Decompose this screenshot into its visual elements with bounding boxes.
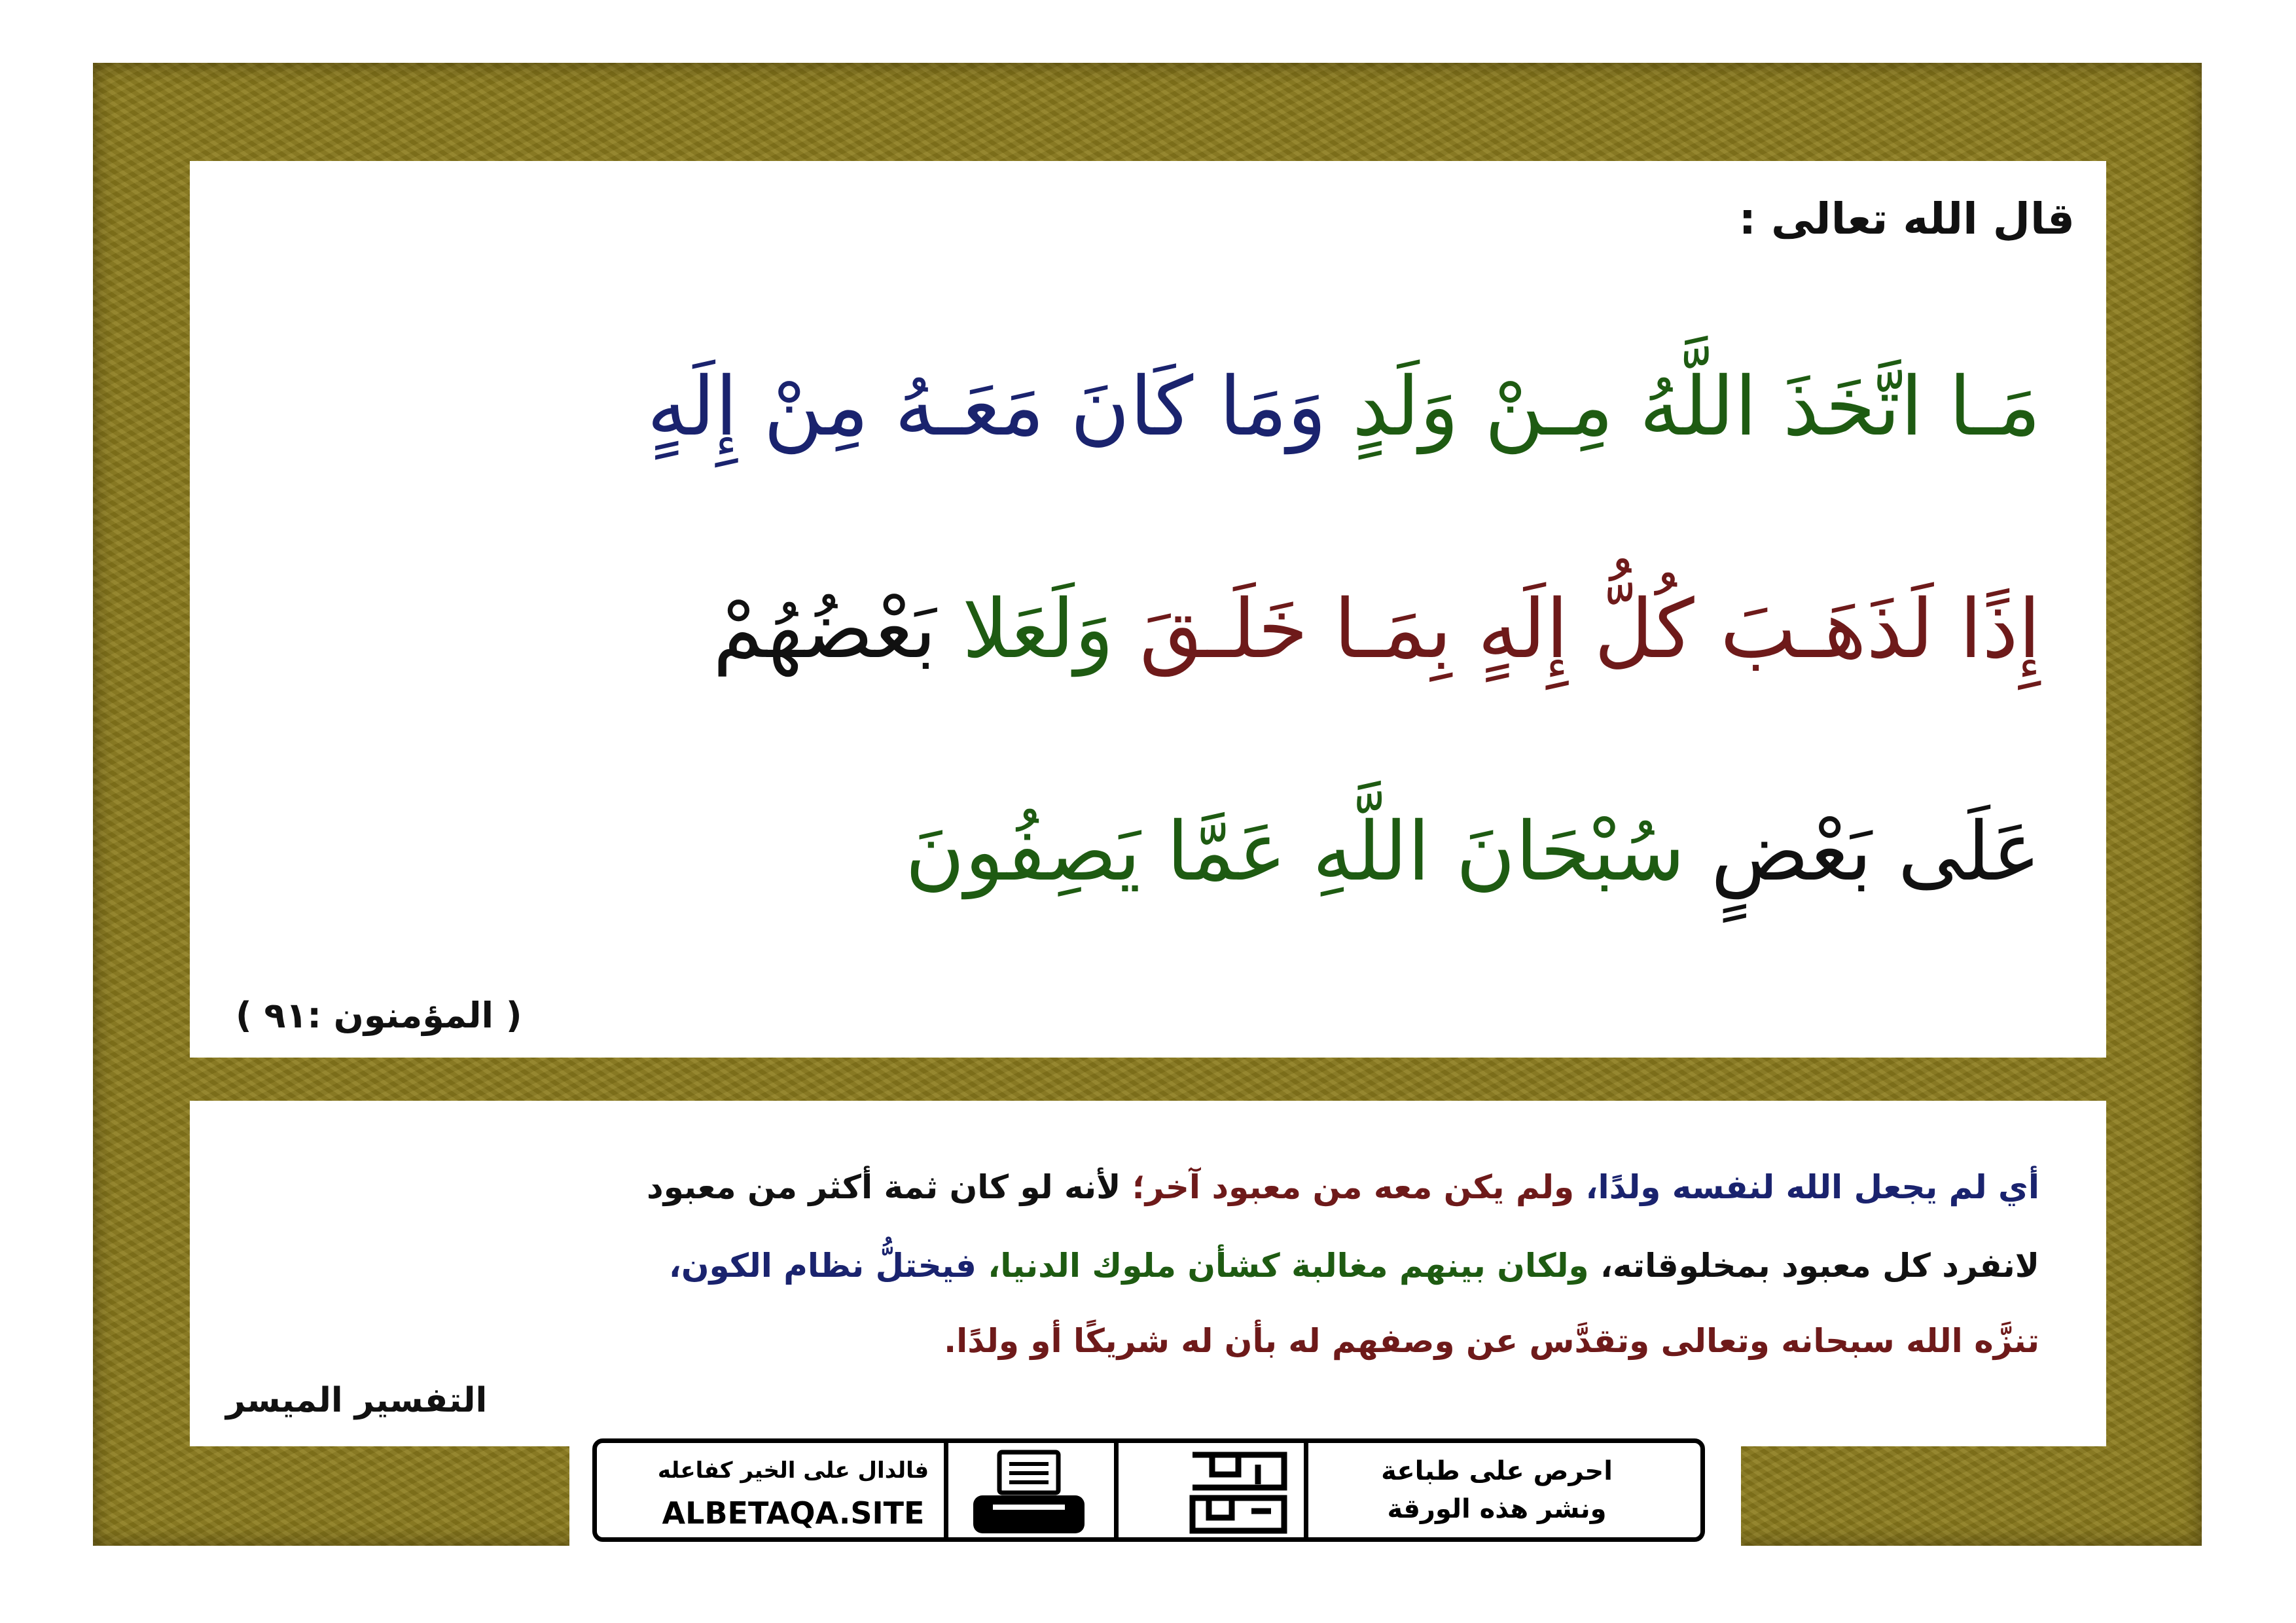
tafsir-source: التفسير الميسر xyxy=(226,1381,488,1420)
footer-banner xyxy=(592,1438,1705,1542)
tafsir-line-1-part-1: أي لم يجعل الله لنفسه ولدًا، xyxy=(1574,1168,2039,1206)
verse-line-2-part-3: بَعْضُهُمْ xyxy=(713,582,963,677)
verse-line-2-part-2: وَلَعَلا xyxy=(962,582,1140,677)
tafsir-line-2-part-3: فيختلُّ نظام الكون، xyxy=(668,1247,977,1285)
tafsir-line-1-part-2: ولم يكن معه من معبود آخر؛ xyxy=(1121,1168,1575,1206)
footer-site: ALBETAQA.SITE xyxy=(662,1495,925,1531)
footer-tagline: فالدال على الخير كفاعله xyxy=(657,1457,929,1484)
print-prompt-line-1: احرص على طباعة xyxy=(1381,1456,1613,1486)
printer-icon xyxy=(963,1448,1094,1537)
verse-line-1 xyxy=(274,360,2041,454)
tafsir-line-1 xyxy=(259,1168,2039,1206)
verse-reference: ( المؤمنون :٩١ ) xyxy=(236,995,522,1036)
verse-line-1-part-1: مَـا اتَّخَذَ اللَّهُ مِـنْ وَلَدٍ xyxy=(1352,360,2041,454)
tafsir-line-2 xyxy=(259,1247,2039,1285)
verse-line-2-part-1: إِذًا لَذَهَـبَ كُلُّ إِلَهٍ بِمَـا خَلَـقَ xyxy=(1139,582,2041,677)
verse-line-2 xyxy=(274,582,2041,677)
verse-line-1-part-2: وَمَا كَانَ مَعَـهُ مِنْ إِلَهٍ xyxy=(647,360,1353,454)
verse-line-3-part-1: عَلَى بَعْضٍ xyxy=(1710,805,2041,899)
tafsir-line-2-part-2: ولكان بينهم مغالبة كشأن ملوك الدنيا، xyxy=(976,1247,1589,1285)
tafsir-line-1-part-3: لأنه لو كان ثمة أكثر من معبود xyxy=(647,1168,1121,1206)
footer-divider xyxy=(1114,1443,1119,1537)
tafsir-line-3 xyxy=(259,1322,2039,1360)
footer-divider xyxy=(1304,1443,1308,1537)
footer-divider xyxy=(944,1443,948,1537)
verse-line-3-part-2: سُبْحَانَ اللَّهِ عَمَّا يَصِفُونَ xyxy=(905,805,1711,899)
verse-line-3 xyxy=(274,805,2041,899)
intro-text: قال الله تعالى : xyxy=(1738,194,2075,244)
print-prompt-line-2: ونشر هذه الورقة xyxy=(1387,1494,1607,1524)
logo-icon xyxy=(1173,1448,1304,1537)
tafsir-line-2-part-1: لانفرد كل معبود بمخلوقاته، xyxy=(1588,1247,2039,1285)
tafsir-line-3-part-1: تنزَّه الله سبحانه وتعالى وتقدَّس عن وصفهم له بأن له شريكًا أو ولدًا. xyxy=(944,1322,2039,1360)
